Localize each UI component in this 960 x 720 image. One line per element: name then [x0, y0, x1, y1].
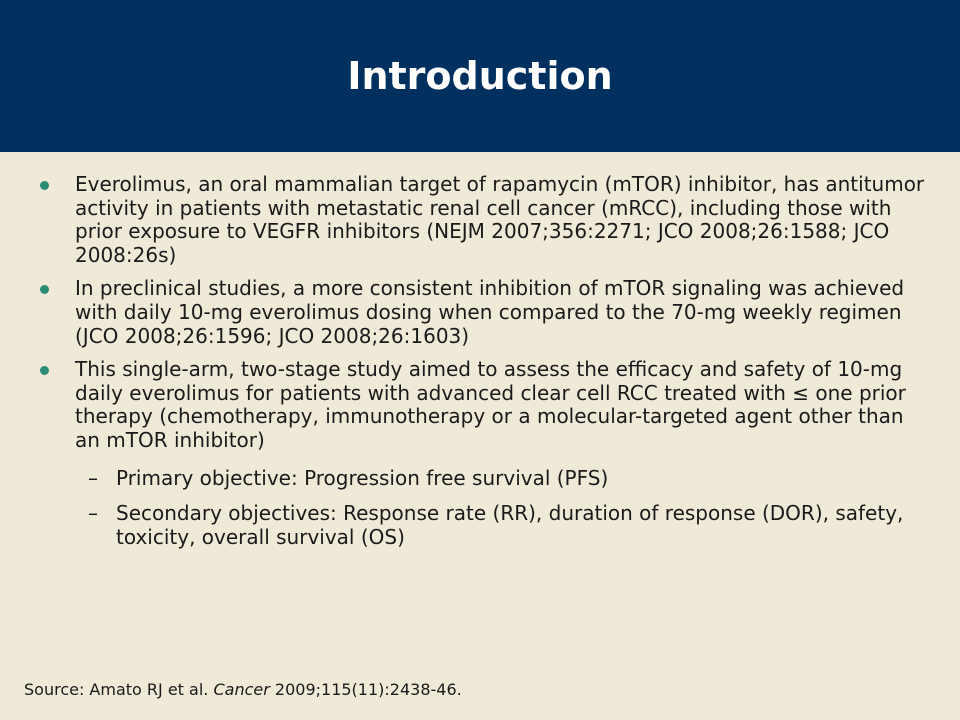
bullet-dot-icon — [40, 366, 49, 375]
sub-bullet-text: Primary objective: Progression free survival (PFS) — [116, 465, 609, 490]
sub-bullet-item — [36, 502, 926, 549]
bullet-item — [36, 173, 926, 267]
title-bar — [0, 0, 960, 152]
bullet-list — [36, 173, 926, 561]
sub-bullet-text: Secondary objectives: Response rate (RR), duration of response (DOR), safety, toxicity, overall survival (OS) — [116, 501, 904, 549]
source-prefix: Source: Amato RJ et al. — [24, 680, 214, 699]
bullet-text: This single-arm, two-stage study aimed to assess the efficacy and safety of 10-mg daily everolimus for patients with advanced clear cell RCC treated with ≤ one prior therapy (chemotherapy, immunotherapy or a molecular-targeted agent other than an mTOR inhibitor) — [75, 357, 906, 452]
source-suffix: 2009;115(11):2438-46. — [269, 680, 462, 699]
bullet-dot-icon — [40, 181, 49, 190]
source-journal: Cancer — [213, 680, 270, 699]
bullet-item — [36, 277, 926, 348]
dash-marker-icon: – — [88, 501, 98, 526]
bullet-text: Everolimus, an oral mammalian target of rapamycin (mTOR) inhibitor, has antitumor activity in patients with metastatic renal cell cancer (mRCC), including those with prior exposure to VEGFR inhibitors (NEJM 2007;356:2271; JCO 2008;26:1588; JCO 2008:26s) — [75, 172, 925, 267]
bullet-dot-icon — [40, 285, 49, 294]
source-citation — [24, 680, 462, 700]
dash-marker-icon: – — [88, 465, 98, 490]
bullet-item — [36, 358, 926, 452]
slide-title: Introduction — [347, 54, 613, 98]
bullet-text: In preclinical studies, a more consistent inhibition of mTOR signaling was achieved with daily 10-mg everolimus dosing when compared to the 70-mg weekly regimen (JCO 2008;26:1596; JCO 2008;26:1603) — [75, 276, 905, 348]
sub-bullet-item — [36, 467, 926, 491]
